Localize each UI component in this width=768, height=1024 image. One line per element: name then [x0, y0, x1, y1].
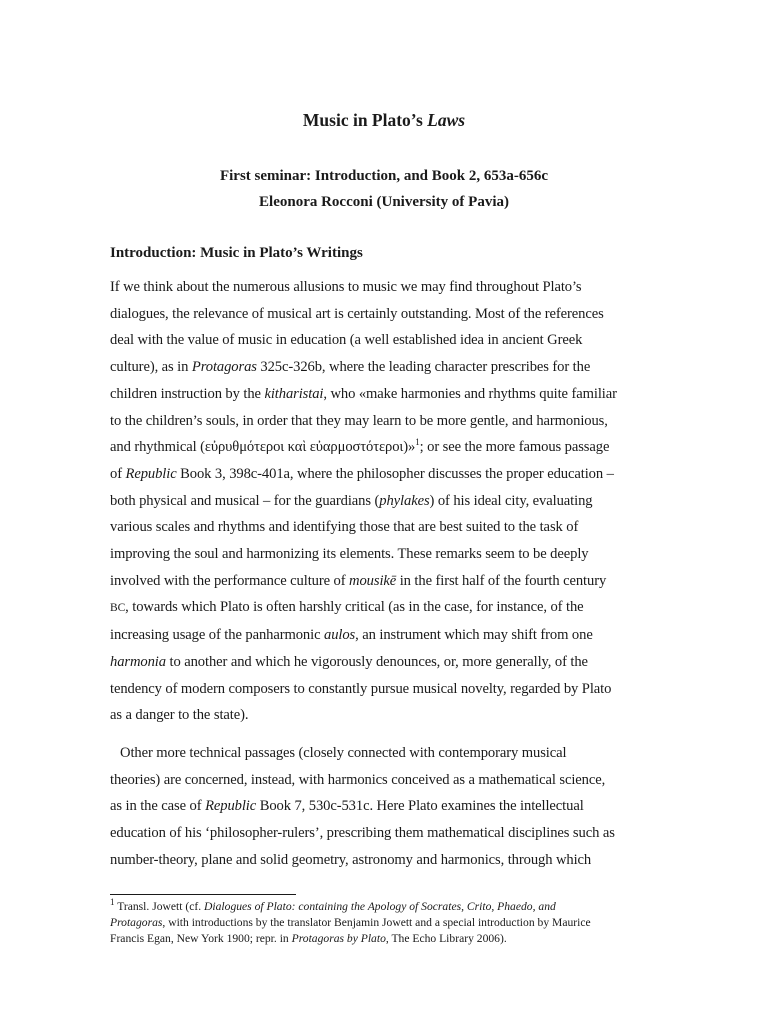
text-span: both physical and musical – for the guardians (	[110, 492, 380, 509]
italic-text: harmonia	[110, 653, 166, 670]
italic-text: Dialogues of Plato: containing the Apology of Socrates, Crito, Phaedo, and	[204, 900, 556, 913]
text-line	[110, 793, 662, 820]
text-line	[110, 594, 662, 622]
text-line: If we think about the numerous allusions to music we may find throughout Plato’s	[110, 279, 582, 295]
footnote	[110, 899, 660, 947]
text-span: as in the case of	[110, 798, 206, 815]
text-line	[110, 649, 662, 676]
text-span: of	[110, 465, 126, 482]
footnote-line	[110, 931, 660, 947]
text-line: number-theory, plane and solid geometry, astronomy and harmonics, through which	[110, 851, 592, 868]
italic-text: Republic	[125, 465, 177, 482]
text-span: Transl. Jowett (cf.	[114, 900, 205, 913]
text-line: tendency of modern composers to constantly pursue musical novelty, regarded by Plato	[110, 680, 612, 697]
text-line: dialogues, the relevance of musical art is certainly outstanding. Most of the references	[110, 305, 604, 322]
italic-text: Protagoras	[191, 359, 257, 376]
text-span: and rhythmical (εὐρυθμότεροι καὶ εὐαρμοστότεροι)»	[110, 439, 416, 456]
text-span: involved with the performance culture of	[110, 572, 350, 589]
text-span: , who «make harmonies and rhythms quite familiar	[323, 385, 617, 402]
footnote-line	[110, 915, 660, 931]
text-line: to the children’s souls, in order that they may learn to be more gentle, and harmonious,	[110, 412, 608, 429]
small-caps-text: BC	[110, 602, 126, 615]
text-line: education of his ‘philosopher-rulers’, prescribing them mathematical disciplines such as	[110, 825, 615, 842]
author-line: Eleonora Rocconi (University of Pavia)	[259, 194, 509, 210]
text-span: increasing usage of the panharmonic	[110, 627, 325, 644]
italic-text: Protagoras	[110, 916, 163, 929]
italic-text: phylakes	[379, 492, 430, 509]
text-span: , with introductions by the translator Benjamin Jowett and a special introduction by Maurice	[162, 916, 591, 929]
text-line	[110, 461, 662, 488]
title-italic-text: Laws	[427, 110, 466, 130]
text-line: as a danger to the state).	[110, 707, 249, 724]
footnote-reference[interactable]: 1	[415, 437, 420, 448]
paragraph-1	[110, 274, 662, 729]
text-line: theories) are concerned, instead, with harmonics conceived as a mathematical science,	[110, 771, 606, 788]
text-span: Book 7, 530c-531c. Here Plato examines the intellectual	[256, 798, 584, 815]
text-span: children instruction by the	[110, 385, 265, 402]
italic-text: mousikē	[349, 572, 397, 589]
text-span: , The Echo Library 2006).	[385, 932, 507, 945]
text-line	[110, 354, 662, 381]
text-span: to another and which he vigorously denounces, or, more generally, of the	[165, 653, 588, 670]
italic-text: Protagoras by Plato	[291, 932, 386, 945]
text-line	[110, 381, 662, 408]
text-line: Other more technical passages (closely connected with contemporary musical	[120, 745, 567, 761]
text-span: , towards which Plato is often harshly critical (as in the case, for instance, of the	[125, 599, 584, 616]
text-span: , an instrument which may shift from one	[355, 627, 593, 644]
seminar-subtitle: First seminar: Introduction, and Book 2, 653a-656c	[219, 168, 549, 184]
document-title	[0, 109, 768, 131]
text-line	[110, 622, 662, 649]
italic-text: aulos	[324, 627, 356, 644]
italic-text: Republic	[205, 798, 257, 815]
text-span: in the first half of the fourth century	[396, 572, 607, 589]
italic-text: kitharistai	[264, 385, 324, 402]
text-span: 325c-326b, where the leading character prescribes for the	[256, 359, 591, 376]
text-span: Francis Egan, New York 1900; repr. in	[110, 932, 292, 945]
text-span: ; or see the more famous passage	[419, 439, 610, 456]
text-span: Book 3, 398c-401a, where the philosopher discusses the proper education –	[176, 465, 614, 482]
text-line	[110, 488, 662, 515]
text-span: culture), as in	[110, 359, 192, 376]
text-line	[110, 434, 662, 461]
paragraph-2	[110, 740, 662, 874]
section-heading: Introduction: Music in Plato’s Writings	[110, 245, 363, 261]
text-line	[110, 568, 662, 595]
text-line: various scales and rhythms and identifying those that are best suited to the task of	[110, 519, 579, 536]
footnote-divider	[110, 894, 296, 895]
text-span: ) of his ideal city, evaluating	[429, 492, 593, 509]
text-line: deal with the value of music in education (a well established idea in ancient Greek	[110, 332, 583, 349]
text-line: improving the soul and harmonizing its elements. These remarks seem to be deeply	[110, 546, 589, 563]
footnote-marker: 1	[110, 897, 115, 908]
title-text: Music in Plato’s	[302, 110, 428, 130]
footnote-line	[110, 899, 660, 915]
